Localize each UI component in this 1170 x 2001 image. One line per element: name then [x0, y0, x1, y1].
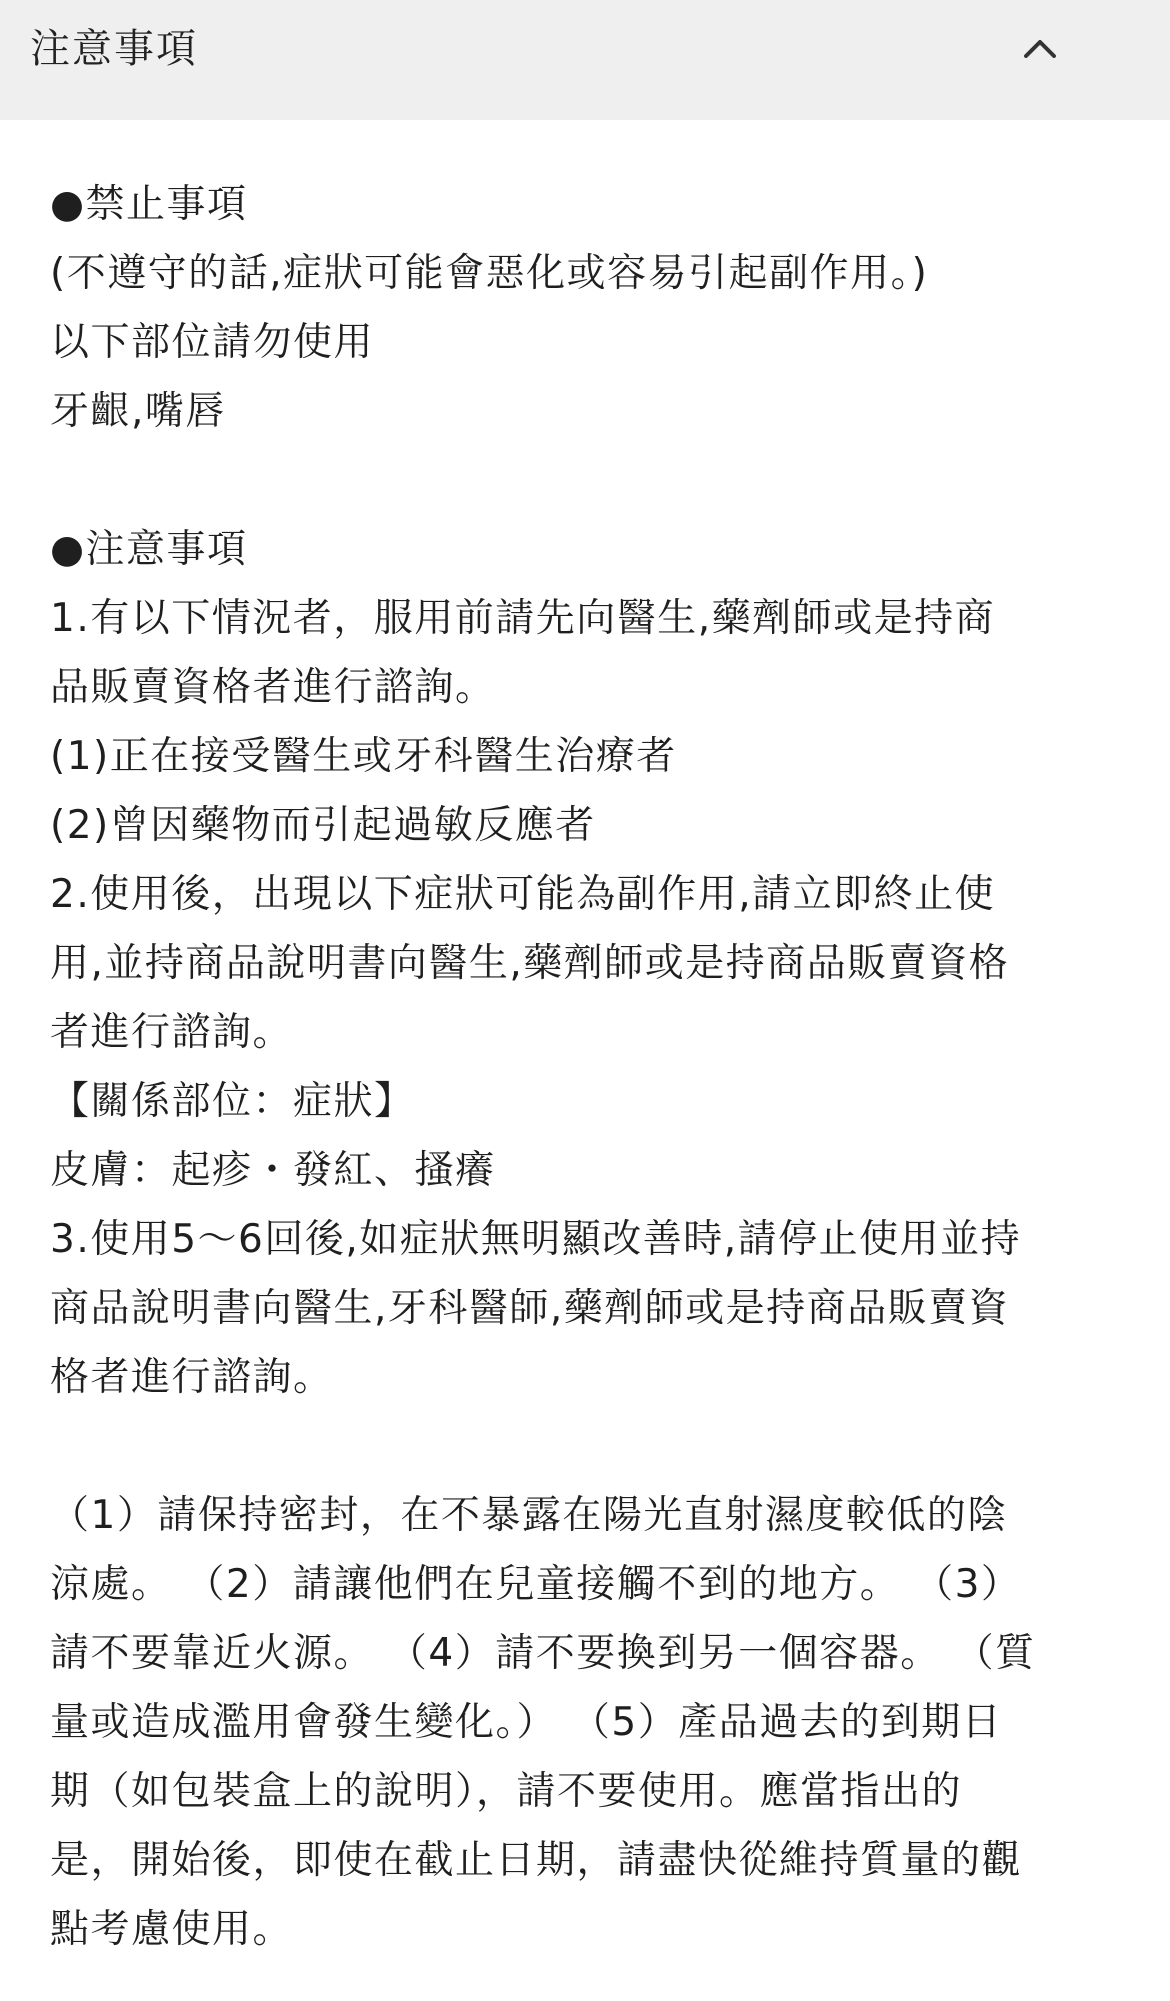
- text-line: 量或造成濫用會發生變化。） （5）產品過去的到期日: [50, 1700, 1003, 1745]
- accordion-header[interactable]: [0, 0, 1170, 120]
- text-line: 涼處。 （2）請讓他們在兒童接觸不到的地方。 （3）: [50, 1562, 1022, 1607]
- text-line: 用,並持商品說明書向醫生,藥劑師或是持商品販賣資格: [50, 941, 1010, 986]
- text-line: 1.有以下情況者，服用前請先向醫生,藥劑師或是持商: [50, 596, 996, 641]
- collapse-toggle-button[interactable]: [1010, 22, 1070, 72]
- text-line: 【關係部位：症狀】: [50, 1079, 415, 1124]
- text-line: (不遵守的話,症狀可能會惡化或容易引起副作用。): [50, 251, 929, 296]
- text-line: 牙齦,嘴唇: [50, 389, 226, 434]
- precautions-content: [0, 120, 1170, 1964]
- chevron-up-icon: [1010, 22, 1070, 72]
- text-line: 以下部位請勿使用: [50, 320, 375, 365]
- text-line: 者進行諮詢。: [50, 1010, 294, 1055]
- text-line: 格者進行諮詢。: [50, 1355, 334, 1400]
- text-line: 品販賣資格者進行諮詢。: [50, 665, 496, 710]
- text-line: 商品說明書向醫生,牙科醫師,藥劑師或是持商品販賣資: [50, 1286, 1010, 1331]
- spacer: [50, 446, 1130, 515]
- text-line: 3.使用5～6回後,如症狀無明顯改善時,請停止使用並持: [50, 1217, 1022, 1262]
- accordion-title: 注意事項: [30, 26, 198, 72]
- text-line: 點考慮使用。: [50, 1907, 294, 1952]
- precautions-heading: ●注意事項: [50, 527, 248, 572]
- spacer: [50, 1412, 1130, 1481]
- text-line: 請不要靠近火源。 （4）請不要換到另一個容器。 （質: [50, 1631, 1036, 1676]
- prohibited-heading: ●禁止事項: [50, 182, 248, 227]
- text-line: 是，開始後，即使在截止日期，請盡快從維持質量的觀: [50, 1838, 1023, 1883]
- text-line: 期（如包裝盒上的說明），請不要使用。應當指出的: [50, 1769, 963, 1814]
- text-line: （1）請保持密封，在不暴露在陽光直射濕度較低的陰: [50, 1493, 1008, 1538]
- text-line: (1)正在接受醫生或牙科醫生治療者: [50, 734, 677, 779]
- text-line: 2.使用後，出現以下症狀可能為副作用,請立即終止使: [50, 872, 996, 917]
- text-line: 皮膚：起疹・發紅、搔癢: [50, 1148, 496, 1193]
- text-line: (2)曾因藥物而引起過敏反應者: [50, 803, 596, 848]
